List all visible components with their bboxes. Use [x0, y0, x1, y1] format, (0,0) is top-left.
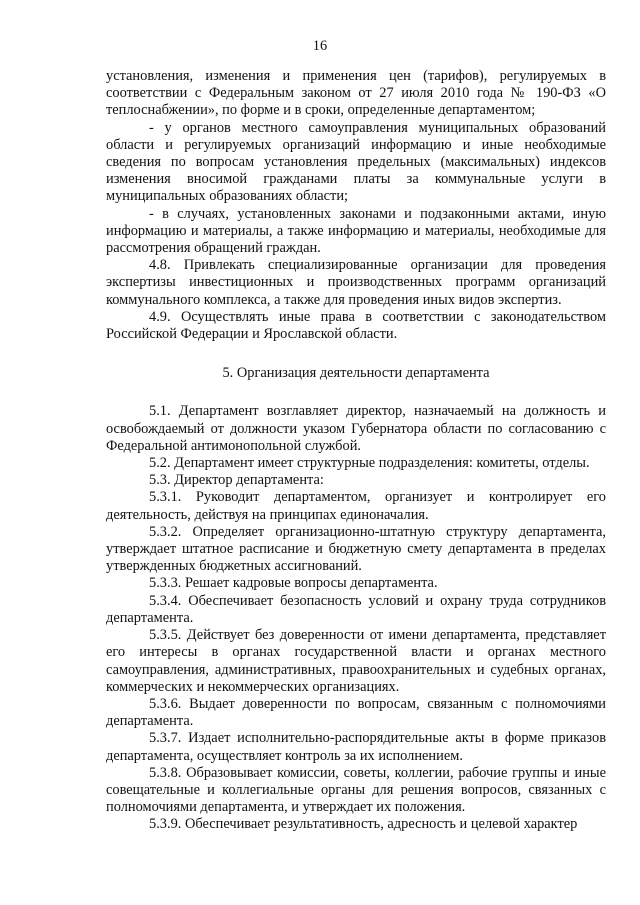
paragraph: 5.3. Директор департамента:: [149, 472, 324, 489]
paragraph: 5.3.1. Руководит департаментом, организует и контролирует его деятельность, действуя на принципах единоначалия.: [106, 489, 606, 523]
document-body: [106, 68, 606, 834]
paragraph: 5.3.3. Решает кадровые вопросы департамента.: [149, 575, 438, 592]
paragraph: 5.3.2. Определяет организационно-штатную структуру департамента, утверждает штатное расписание и бюджетную смету департамента в пределах утвержденных бюджетных ассигнований.: [106, 523, 606, 575]
paragraph: 5.3.9. Обеспечивает результативность, адресность и целевой характер: [149, 816, 578, 833]
paragraph: 4.9. Осуществлять иные права в соответствии с законодательством Российской Федерации и Ярославской области.: [106, 308, 606, 343]
paragraph: 5.3.4. Обеспечивает безопасность условий и охрану труда сотрудников департамента.: [106, 592, 606, 626]
paragraph: 5.3.5. Действует без доверенности от имени департамента, представляет его интересы в органах государственной власти и органах местного самоуправления, административных, правоохранительных и судебных органах, коммерческих и некоммерческих организациях.: [106, 627, 606, 695]
paragraph: 5.3.6. Выдает доверенности по вопросам, связанным с полномочиями департамента.: [106, 695, 606, 730]
paragraphs-after-section: [106, 403, 606, 833]
paragraph: 4.8. Привлекать специализированные организации для проведения экспертизы инвестиционных и производственных программ организаций коммунального комплекса, а также для проведения иных видов экспертиз.: [106, 257, 606, 308]
paragraph: установления, изменения и применения цен (тарифов), регулируемых в соответствии с Федеральным законом от 27 июля 2010 года № 190-ФЗ «О теплоснабжении», по форме и в сроки, определенные департаментом;: [106, 68, 606, 119]
section-heading: 5. Организация деятельности департамента: [222, 365, 490, 382]
paragraph: 5.3.8. Образовывает комиссии, советы, коллегии, рабочие группы и иные совещательные и коллегиальные органы для решения вопросов, связанных с полномочиями департамента, и утверждает их положения.: [106, 764, 606, 816]
paragraph: 5.2. Департамент имеет структурные подразделения: комитеты, отделы.: [149, 455, 590, 472]
page-number: 16: [312, 38, 328, 54]
paragraphs-before-section: [106, 68, 606, 343]
paragraph: - в случаях, установленных законами и подзаконными актами, иную информацию и материалы, а также информацию и материалы, необходимые для рассмотрения обращений граждан.: [106, 205, 606, 257]
paragraph: 5.1. Департамент возглавляет директор, назначаемый на должность и освобождаемый от должности указом Губернатора области по согласованию с Федеральной антимонопольной службой.: [106, 403, 606, 454]
paragraph: 5.3.7. Издает исполнительно-распорядительные акты в форме приказов департамента, осуществляет контроль за их исполнением.: [106, 730, 606, 764]
paragraph: - у органов местного самоуправления муниципальных образований области и регулируемых организаций информацию и иные необходимые сведения по вопросам установления предельных (максимальных) индексов изменения вносимой гражданами платы за коммунальные услуги в муниципальных образованиях области;: [106, 119, 606, 205]
